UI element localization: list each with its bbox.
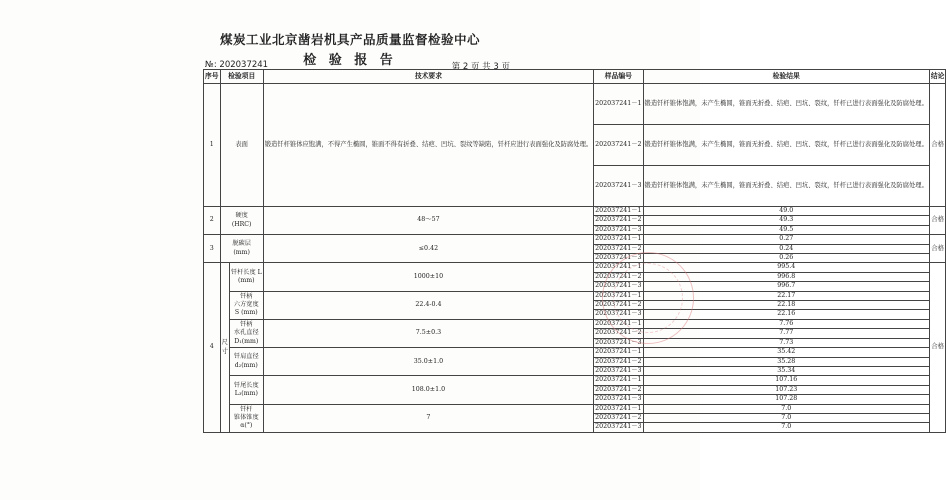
item-name: 脱碳层 (mm): [220, 235, 263, 263]
sample-id: 202037241－1: [595, 291, 642, 299]
table-row: [204, 207, 946, 216]
col-header-no: 序号: [204, 70, 221, 84]
item-name: 表面: [220, 84, 263, 207]
result-text: 锻造钎杆锥体饱满，未产生椭圆，锥面无折叠、结疤、凹坑、裂纹，钎杆已进行表面强化及防腐处理。: [643, 125, 929, 166]
sample-id: 202037241－3: [595, 254, 642, 262]
result-value: 107.16: [643, 376, 929, 385]
sample-id: 202037241－3: [595, 338, 642, 346]
item-name: 钎尾长度 L₃(mm): [229, 376, 263, 404]
table-row: [204, 263, 946, 272]
result-value: 0.24: [643, 244, 929, 253]
conclusion: 合格: [929, 207, 946, 235]
item-name: 钎肩直径 d₂(mm): [229, 348, 263, 376]
result-value: 995.4: [643, 263, 929, 272]
sample-id: 202037241－2: [595, 329, 642, 337]
row-no: 3: [204, 235, 221, 263]
sample-id: 202037241－3: [595, 282, 642, 290]
table-header-row: [204, 70, 946, 84]
requirement-text: 35.0±1.0: [263, 348, 593, 376]
sample-id: 202037241－2: [594, 125, 643, 166]
conclusion: 合格: [929, 84, 946, 207]
result-value: 49.0: [643, 207, 929, 216]
sample-id: 202037241－1: [595, 404, 642, 412]
col-header-conclusion: 结论: [929, 70, 946, 84]
sample-id: 202037241－2: [595, 216, 642, 224]
result-value: 107.28: [643, 395, 929, 404]
red-seal-stamp-icon: [602, 252, 694, 344]
table-row: [204, 84, 946, 125]
result-value: 22.18: [643, 301, 929, 310]
result-value: 107.23: [643, 385, 929, 394]
report-title: 检 验 报 告: [303, 53, 397, 68]
sample-id: 202037241－3: [595, 423, 642, 431]
table-row: [204, 319, 946, 328]
requirement-text: 7: [263, 404, 593, 432]
result-text: 锻造钎杆锥体饱满，未产生椭圆，锥面无折叠、结疤、凹坑、裂纹，钎杆已进行表面强化及防腐处理。: [643, 166, 929, 207]
sample-id: 202037241－3: [595, 366, 642, 374]
group-label: 尺 寸: [220, 263, 229, 432]
sample-id: 202037241－2: [595, 385, 642, 393]
sample-id: 202037241－3: [595, 310, 642, 318]
sample-id: 202037241－1: [595, 235, 642, 243]
sample-id: 202037241－1: [595, 207, 642, 214]
row-no: 2: [204, 207, 221, 235]
result-value: 0.26: [643, 254, 929, 263]
requirement-text: 锻造钎杆锥体应饱满，不得产生椭圆，锥面不得有折叠、结疤、凹坑、裂纹等缺陷，钎杆应进行表面强化及防腐处理。: [263, 84, 593, 207]
col-header-item: 检验项目: [220, 70, 263, 84]
item-name: 钎柄 水孔直径 D₁(mm): [229, 319, 263, 347]
result-value: 49.5: [643, 225, 929, 234]
organization-name: 煤炭工业北京凿岩机具产品质量监督检验中心: [219, 32, 480, 47]
item-name: 钎杆长度 L (mm): [229, 263, 263, 291]
requirement-text: 108.0±1.0: [263, 376, 593, 404]
requirement-text: 1000±10: [263, 263, 593, 291]
col-header-requirement: 技术要求: [263, 70, 593, 84]
sample-id: 202037241－2: [595, 357, 642, 365]
sample-id: 202037241－2: [595, 244, 642, 252]
table-row: [204, 404, 946, 413]
report-number: №: 202037241: [205, 60, 269, 70]
sample-id: 202037241－1: [595, 376, 642, 384]
sample-id: 202037241－3: [594, 166, 643, 207]
result-value: 7.77: [643, 329, 929, 338]
item-name: 钎柄 六方宽度 S (mm): [229, 291, 263, 319]
result-value: 22.16: [643, 310, 929, 319]
requirement-text: ≤0.42: [263, 235, 593, 263]
page-info: 第 2 页 共 3 页: [451, 62, 510, 72]
sample-id: 202037241－2: [595, 272, 642, 280]
inspection-table: [203, 69, 946, 433]
result-value: 996.8: [643, 272, 929, 281]
requirement-text: 22.4-0.4: [263, 291, 593, 319]
sample-id: 202037241－1: [594, 84, 643, 125]
sample-id: 202037241－3: [595, 225, 642, 233]
sample-id: 202037241－1: [595, 348, 642, 356]
row-no: 4: [204, 263, 221, 432]
col-header-sample-id: 样品编号: [594, 70, 643, 84]
item-name: 硬度 (HRC): [220, 207, 263, 235]
result-value: 7.73: [643, 338, 929, 347]
sample-id: 202037241－3: [595, 395, 642, 403]
table-row: [204, 348, 946, 357]
result-value: 35.42: [643, 348, 929, 357]
conclusion: 合格: [929, 263, 946, 432]
table-row: [204, 376, 946, 385]
result-value: 49.3: [643, 216, 929, 225]
sample-id: 202037241－2: [595, 413, 642, 421]
result-text: 锻造钎杆锥体饱满，未产生椭圆，锥面无折叠、结疤、凹坑、裂纹，钎杆已进行表面强化及防腐处理。: [643, 84, 929, 125]
requirement-text: 48～57: [263, 207, 593, 235]
result-value: 7.0: [643, 423, 929, 432]
result-value: 35.34: [643, 366, 929, 375]
col-header-result: 检验结果: [643, 70, 929, 84]
result-value: 7.0: [643, 404, 929, 413]
sample-id: 202037241－1: [595, 263, 642, 271]
result-value: 22.17: [643, 291, 929, 300]
result-value: 996.7: [643, 282, 929, 291]
result-value: 35.28: [643, 357, 929, 366]
item-name: 钎杆 锥体锥度 α(°): [229, 404, 263, 432]
table-row: [204, 291, 946, 300]
result-value: 7.0: [643, 413, 929, 422]
requirement-text: 7.5±0.3: [263, 319, 593, 347]
result-value: 7.76: [643, 319, 929, 328]
conclusion: 合格: [929, 235, 946, 263]
table-row: [204, 235, 946, 244]
result-value: 0.27: [643, 235, 929, 244]
sample-id: 202037241－1: [595, 319, 642, 327]
row-no: 1: [204, 84, 221, 207]
sample-id: 202037241－2: [595, 301, 642, 309]
